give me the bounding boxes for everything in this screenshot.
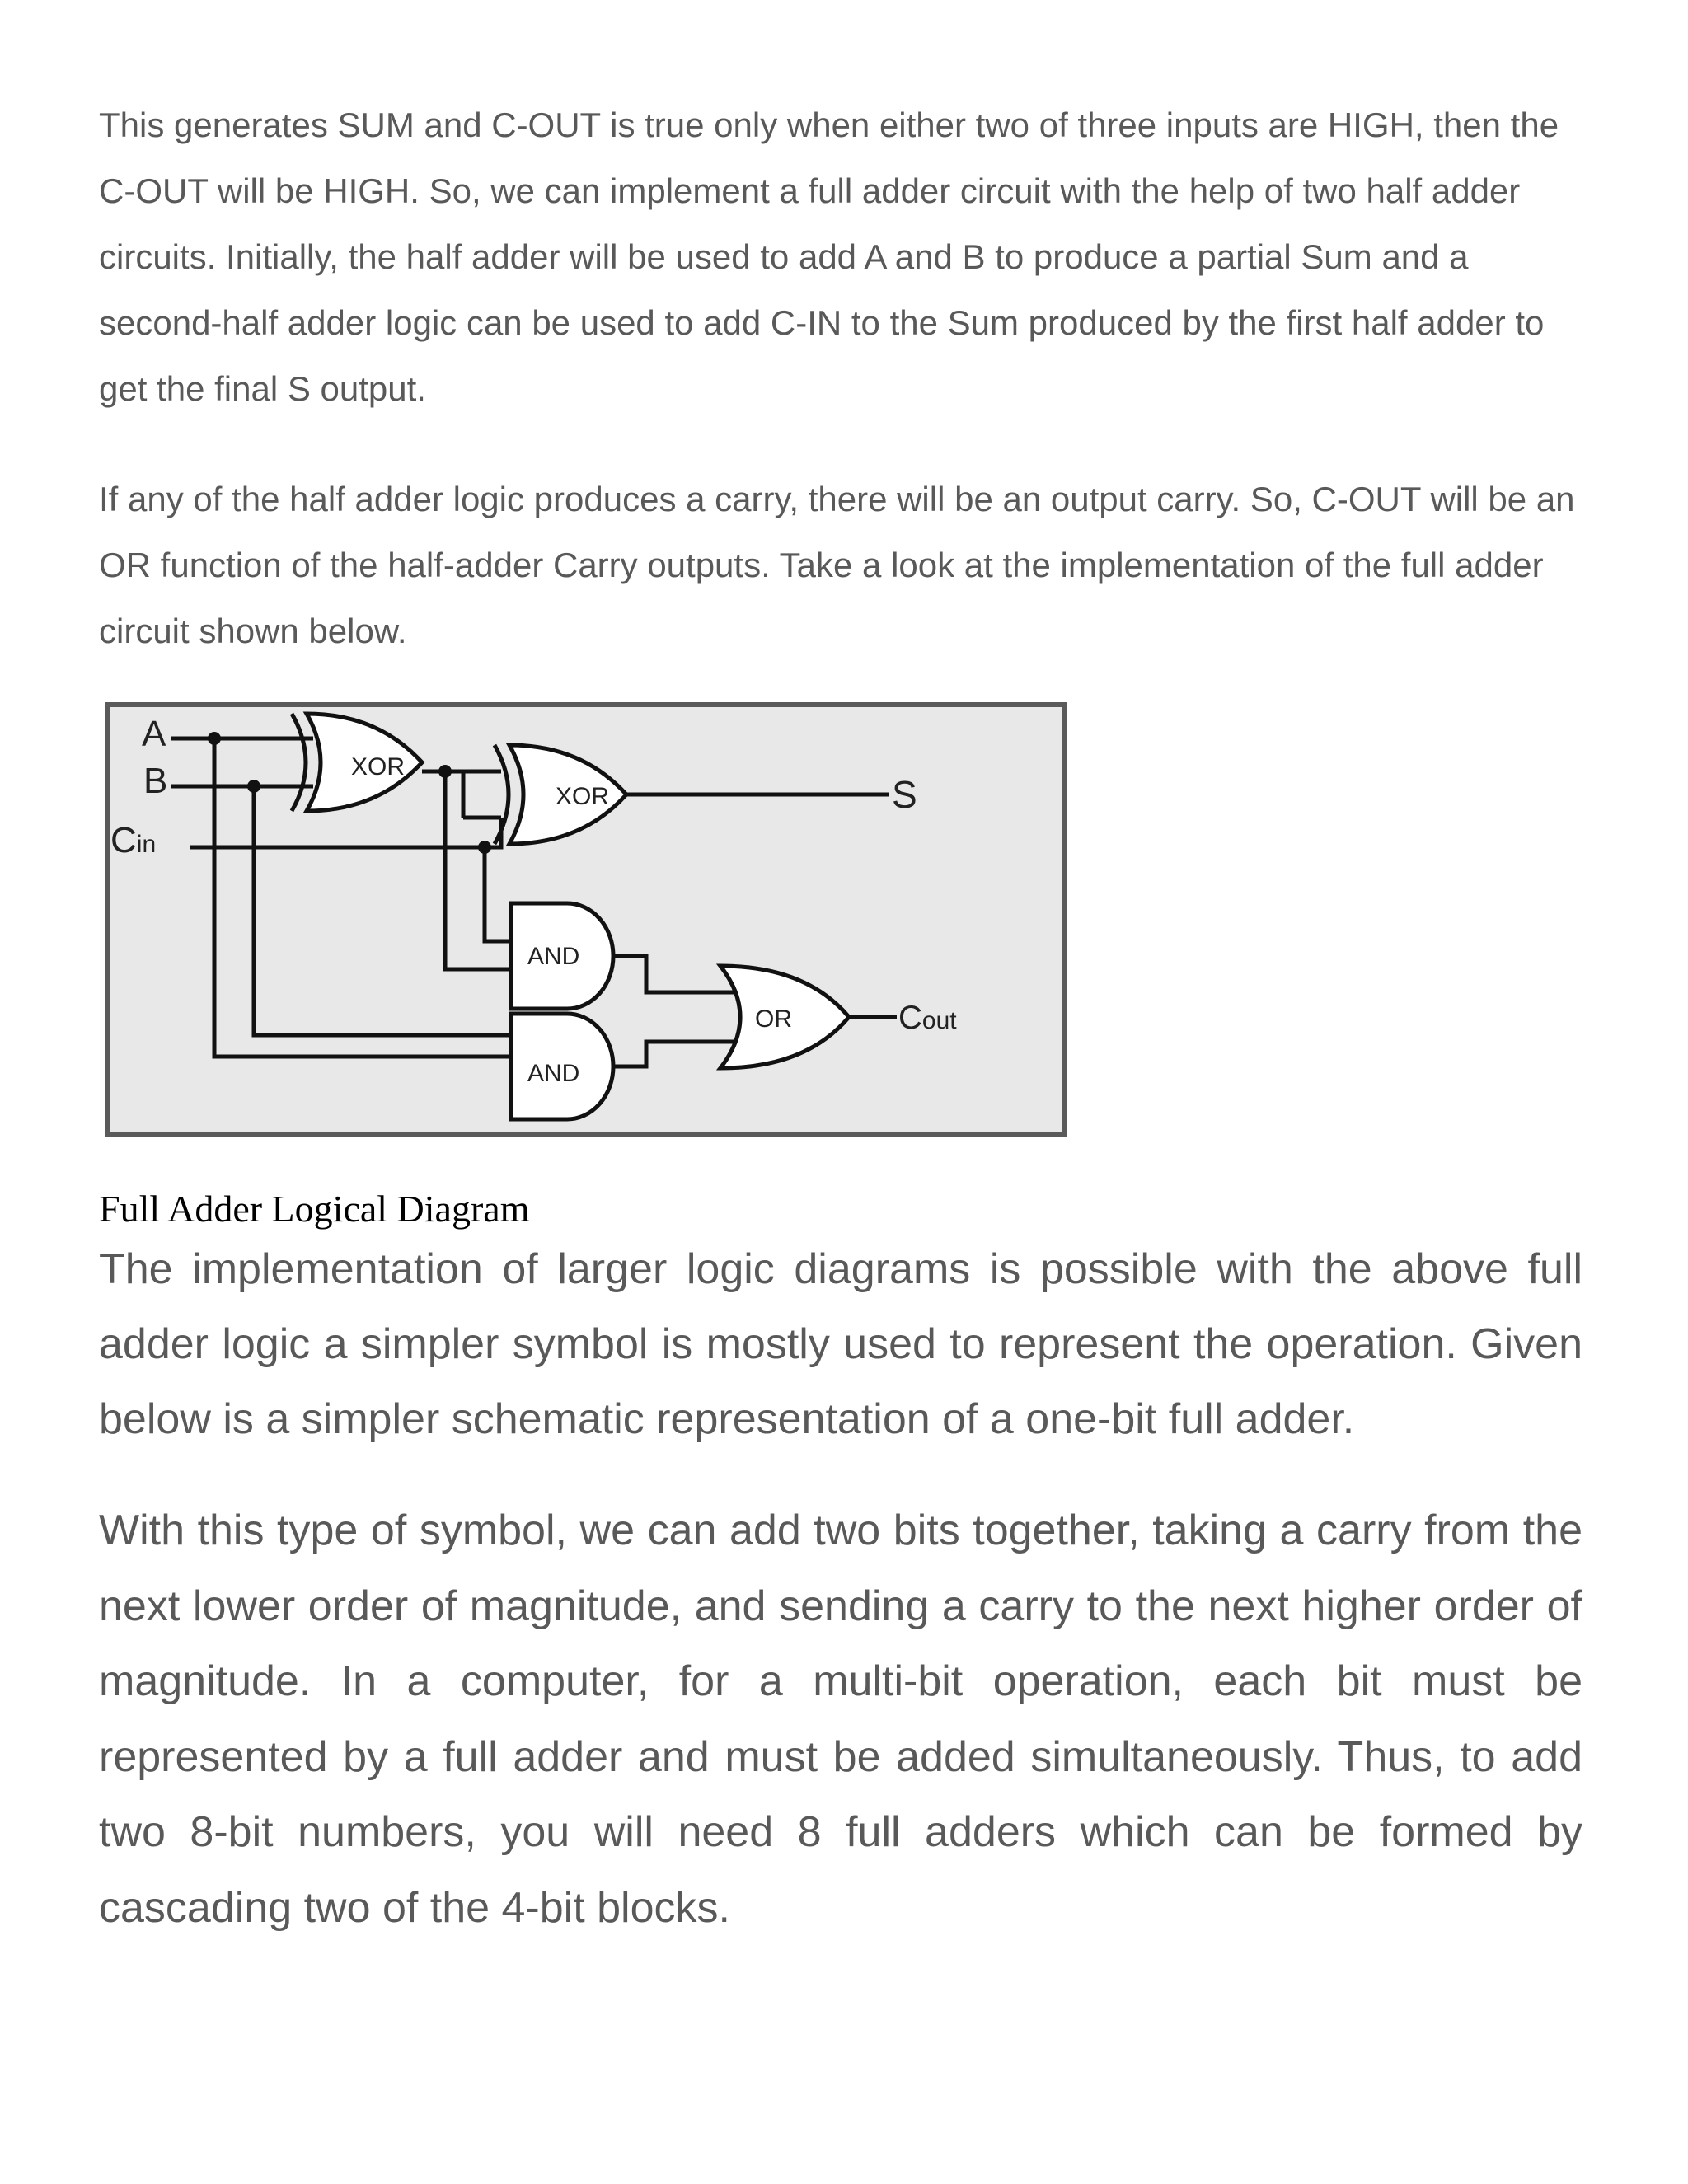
and-gate-2 <box>511 1014 613 1119</box>
input-label-a: A <box>142 714 166 754</box>
output-label-sum: S <box>892 773 917 816</box>
wire-and1-to-or <box>613 956 738 992</box>
input-label-b: B <box>143 761 168 801</box>
figure-caption: Full Adder Logical Diagram <box>99 1188 530 1230</box>
paragraph-multibit-addition: With this type of symbol, we can add two bits together, taking a carry from the next lower order of magnitude, and sending a carry to the next higher order of magnitude. In a computer, for a multi-bit operation, each bit must be represented by a full adder and must be added simultaneously. Thus, to add two 8-bit numbers, you will need 8 full adders which can be formed by cascading two of the 4-bit blocks. <box>99 1507 1582 1932</box>
junction-a <box>208 732 221 745</box>
wire-cin-to-and1 <box>485 847 511 941</box>
full-adder-circuit <box>106 702 1067 1137</box>
and-gate-1 <box>511 903 613 1009</box>
input-label-cin: Cin <box>110 820 157 860</box>
and-gate-1-label: AND <box>528 943 580 970</box>
wire-cin <box>190 818 501 847</box>
junction-cin <box>478 841 491 854</box>
and-gate-2-label: AND <box>528 1060 580 1087</box>
xor-gate-2-label: XOR <box>556 783 610 810</box>
output-label-cout: Cout <box>898 1000 957 1036</box>
full-adder-diagram <box>106 702 1067 1137</box>
xor-gate-1 <box>292 714 422 811</box>
wire-b-to-and2 <box>254 786 511 1035</box>
paragraph-sum-carry-explanation: This generates SUM and C-OUT is true only when either two of three inputs are HIGH, then the C-OUT will be HIGH. So, we can implement a full adder circuit with the help of two half adder circuits. Initially, the half adder will be used to add A and B to produce a partial Sum and a second-half adder logic can be used to add C-IN to the Sum produced by the first half adder to get the final S output. <box>99 105 1559 408</box>
paragraph-larger-logic: The implementation of larger logic diagrams is possible with the above full adder logic a simpler symbol is mostly used to represent the operation. Given below is a simpler schematic representation of a one-bit full adder. <box>99 1245 1582 1443</box>
or-gate <box>720 966 849 1068</box>
or-gate-label: OR <box>755 1005 792 1033</box>
paragraph-or-carry-explanation: If any of the half adder logic produces a carry, there will be an output carry. So, C-OUT will be an OR function of the half-adder Carry outputs. Take a look at the implementation of the full adder circuit shown below. <box>99 480 1575 650</box>
wire-and2-to-or <box>613 1042 738 1066</box>
junction-b <box>247 780 260 793</box>
xor-gate-1-label: XOR <box>351 753 406 780</box>
xor-gate-2 <box>495 745 626 844</box>
junction-partial-sum <box>438 765 452 778</box>
